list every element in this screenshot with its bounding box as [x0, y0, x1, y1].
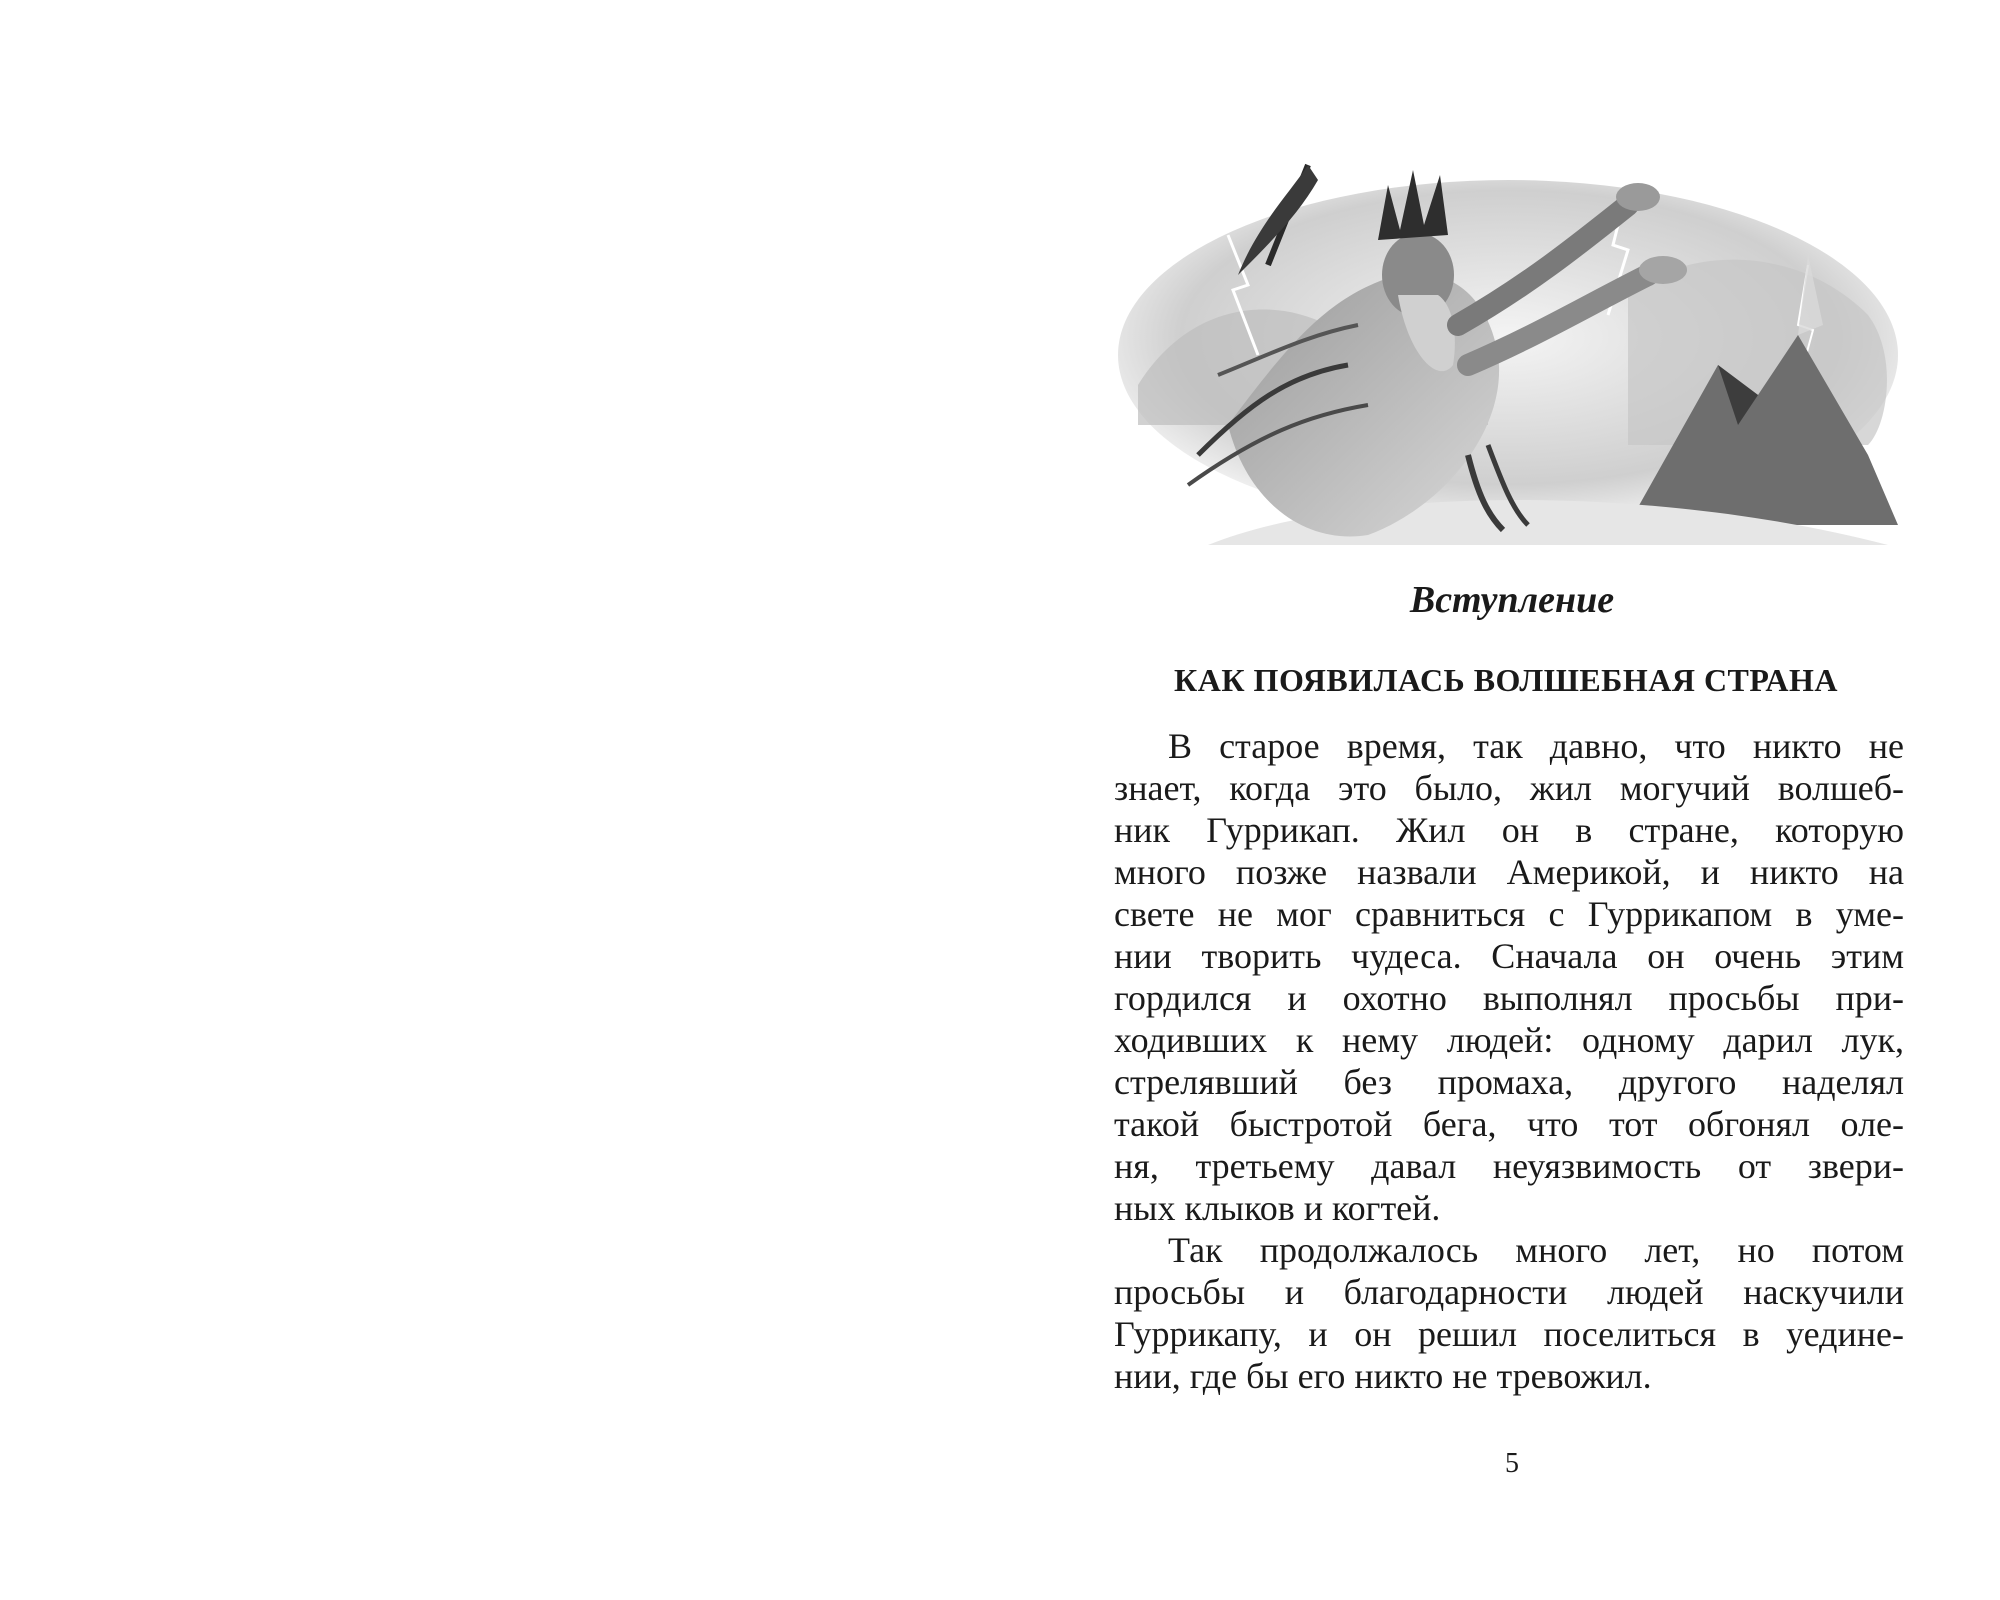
text-line: свете не мог сравниться с Гуррикапом в уме-	[1114, 894, 1904, 934]
text-line: ходивших к нему людей: одному дарил лук,	[1114, 1020, 1904, 1060]
text-line: много позже назвали Америкой, и никто на	[1114, 852, 1904, 892]
text-line: ник Гуррикап. Жил он в стране, которую	[1114, 810, 1904, 850]
text-line: гордился и охотно выполнял просьбы при-	[1114, 978, 1904, 1018]
text-line: стрелявший без промаха, другого наделял	[1114, 1062, 1904, 1102]
body-text	[1114, 725, 1904, 1397]
text-line: В старое время, так давно, что никто не	[1168, 726, 1904, 766]
text-line: ных клыков и когтей.	[1114, 1188, 1441, 1228]
text-line: нии, где бы его никто не тревожил.	[1114, 1356, 1652, 1396]
text-line: ня, третьему давал неуязвимость от звери-	[1114, 1146, 1904, 1186]
text-line: Гуррикапу, и он решил поселиться в уедине-	[1114, 1314, 1904, 1354]
text-line: такой быстротой бега, что тот обгонял оле-	[1114, 1104, 1904, 1144]
text-line: просьбы и благодарности людей наскучили	[1114, 1272, 1904, 1312]
chapter-title: КАК ПОЯВИЛАСЬ ВОЛШЕБНАЯ СТРАНА	[1174, 662, 1838, 698]
text-line: знает, когда это было, жил могучий волшеб-	[1114, 768, 1904, 808]
page-number: 5	[1505, 1448, 1519, 1479]
text-line: нии творить чудеса. Сначала он очень этим	[1114, 936, 1904, 976]
chapter-label: Вступление	[1409, 579, 1615, 621]
wizard-illustration-icon	[1108, 125, 1908, 545]
right-page	[1000, 0, 2000, 1600]
text-line: Так продолжалось много лет, но потом	[1168, 1230, 1904, 1270]
